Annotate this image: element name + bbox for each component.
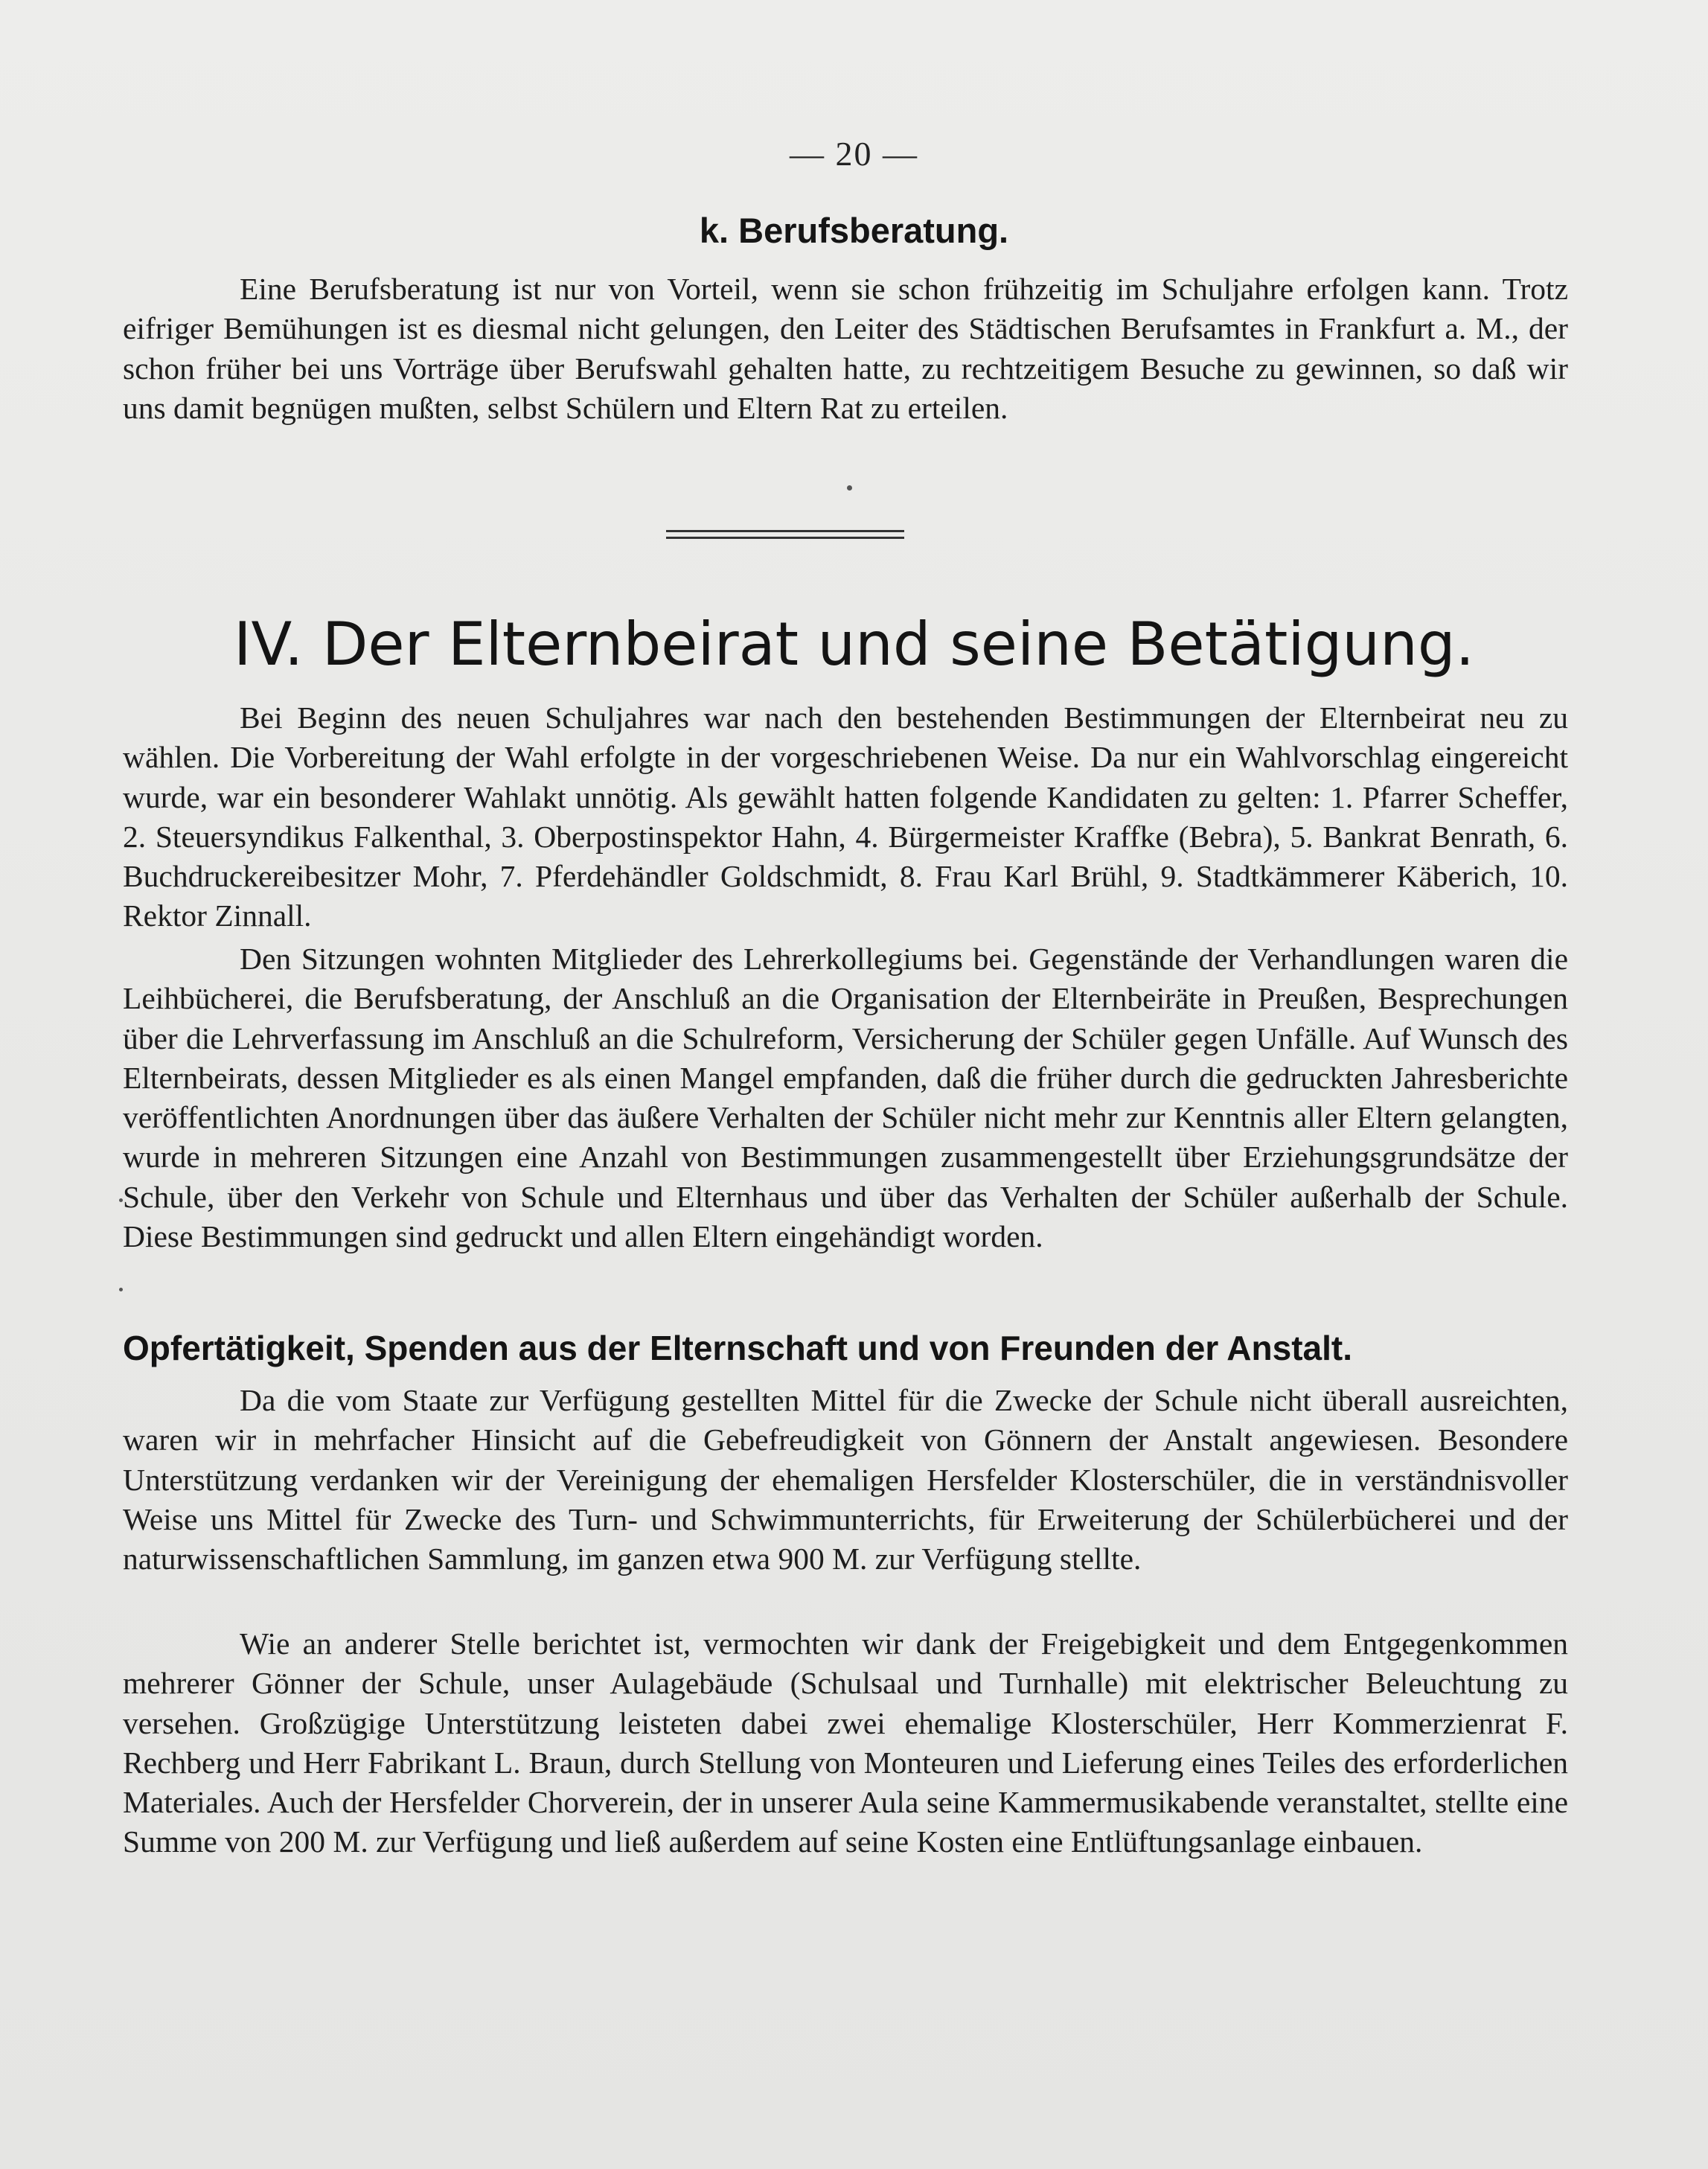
subsection-heading-berufsberatung: k. Berufsberatung. (699, 211, 1009, 250)
paragraph-elternbeirat-wahl: Bei Beginn des neuen Schuljahres war nach den bestehenden Bestimmungen der Elternbeirat neu zu wählen. Die Vorbereitung der Wahl erfolgte in der vorgeschriebenen Weise. Da nur ein Wahlvorschlag eingereicht wurde, war ein besonderer Wahlakt unnötig. Als gewählt hatten folgende Kandidaten zu gelten: 1. Pfarrer Scheffer, 2. Steuersyndikus Falkenthal, 3. Oberpostinspektor Hahn, 4. Bürgermeister Kraffke (Bebra), 5. Bankrat Benrath, 6. Buchdruckereibesitzer Mohr, 7. Pferdehändler Goldschmidt, 8. Frau Karl Brühl, 9. Stadtkämmerer Käberich, 10. Rektor Zinnall. (123, 700, 1568, 933)
paragraph-opfertaetigkeit-beleuchtung: Wie an anderer Stelle berichtet ist, vermochten wir dank der Freigebigkeit und dem Entgegenkommen mehrerer Gönner der Schule, unser Aulagebäude (Schulsaal und Turnhalle) mit elektrischer Beleuchtung zu versehen. Großzügige Unterstützung leisteten dabei zwei ehemalige Klosterschüler, Herr Kommerzienrat F. Rechberg und Herr Fabrikant L. Braun, durch Stellung von Monteuren und Lieferung eines Teiles des erforderlichen Materiales. Auch der Hersfelder Chorverein, der in unserer Aula seine Kammermusikabende veranstaltet, stellte eine Summe von 200 M. zur Verfügung und ließ außerdem auf seine Kosten eine Entlüftungsanlage einbauen. (123, 1626, 1568, 1859)
section-divider (666, 530, 904, 532)
scan-speck (847, 485, 852, 491)
paragraph-berufsberatung: Eine Berufsberatung ist nur von Vorteil, wenn sie schon frühzeitig im Schuljahre erfolgen kann. Trotz eifriger Bemühungen ist es diesmal nicht gelungen, den Leiter des Städtischen Berufsamtes in Frankfurt a. M., der schon früher bei uns Vorträge über Berufswahl gehalten hatte, zu rechtzeitigem Besuche zu gewinnen, so daß wir uns damit begnügen mußten, selbst Schülern und Eltern Rat zu erteilen. (123, 272, 1568, 425)
scan-speck (119, 1198, 123, 1202)
paragraph-elternbeirat-sitzungen: Den Sitzungen wohnten Mitglieder des Lehrerkollegiums bei. Gegenstände der Verhandlungen waren die Leihbücherei, die Berufsberatung, der Anschluß an die Organisation der Elternbeiräte in Preußen, Besprechungen über die Lehrverfassung im Anschluß an die Schulreform, Versicherung der Schüler gegen Unfälle. Auf Wunsch des Elternbeirats, dessen Mitglieder es als einen Mangel empfanden, daß die früher durch die gedruckten Jahresberichte veröffentlichten Anordnungen über das äußere Verhalten der Schüler nicht mehr zur Kenntnis aller Eltern gelangten, wurde in mehreren Sitzungen eine Anzahl von Bestimmungen zusammengestellt über Erziehungsgrundsätze der Schule, über den Verkehr von Schule und Elternhaus und über das Verhalten der Schüler außerhalb der Schule. Diese Bestimmungen sind gedruckt und allen Eltern eingehändigt worden. (123, 942, 1568, 1254)
section-heading-elternbeirat: IV. Der Elternbeirat und seine Betätigung. (233, 610, 1475, 679)
subsection-heading-opfertaetigkeit: Opfertätigkeit, Spenden aus der Elternschaft und von Freunden der Anstalt. (123, 1329, 1352, 1367)
paragraph-opfertaetigkeit-mittel: Da die vom Staate zur Verfügung gestellten Mittel für die Zwecke der Schule nicht überall ausreichten, waren wir in mehrfacher Hinsicht auf die Gebefreudigkeit von Gönnern der Anstalt angewiesen. Besondere Unterstützung verdanken wir der Vereinigung der ehemaligen Hersfelder Klosterschüler, die in verständnisvoller Weise uns Mittel für Zwecke des Turn- und Schwimmunterrichts, für Erweiterung der Schülerbücherei und der naturwissenschaftlichen Sammlung, im ganzen etwa 900 M. zur Verfügung stellte. (123, 1383, 1568, 1577)
page-number: — 20 — (790, 135, 918, 173)
scan-speck (119, 1288, 123, 1291)
